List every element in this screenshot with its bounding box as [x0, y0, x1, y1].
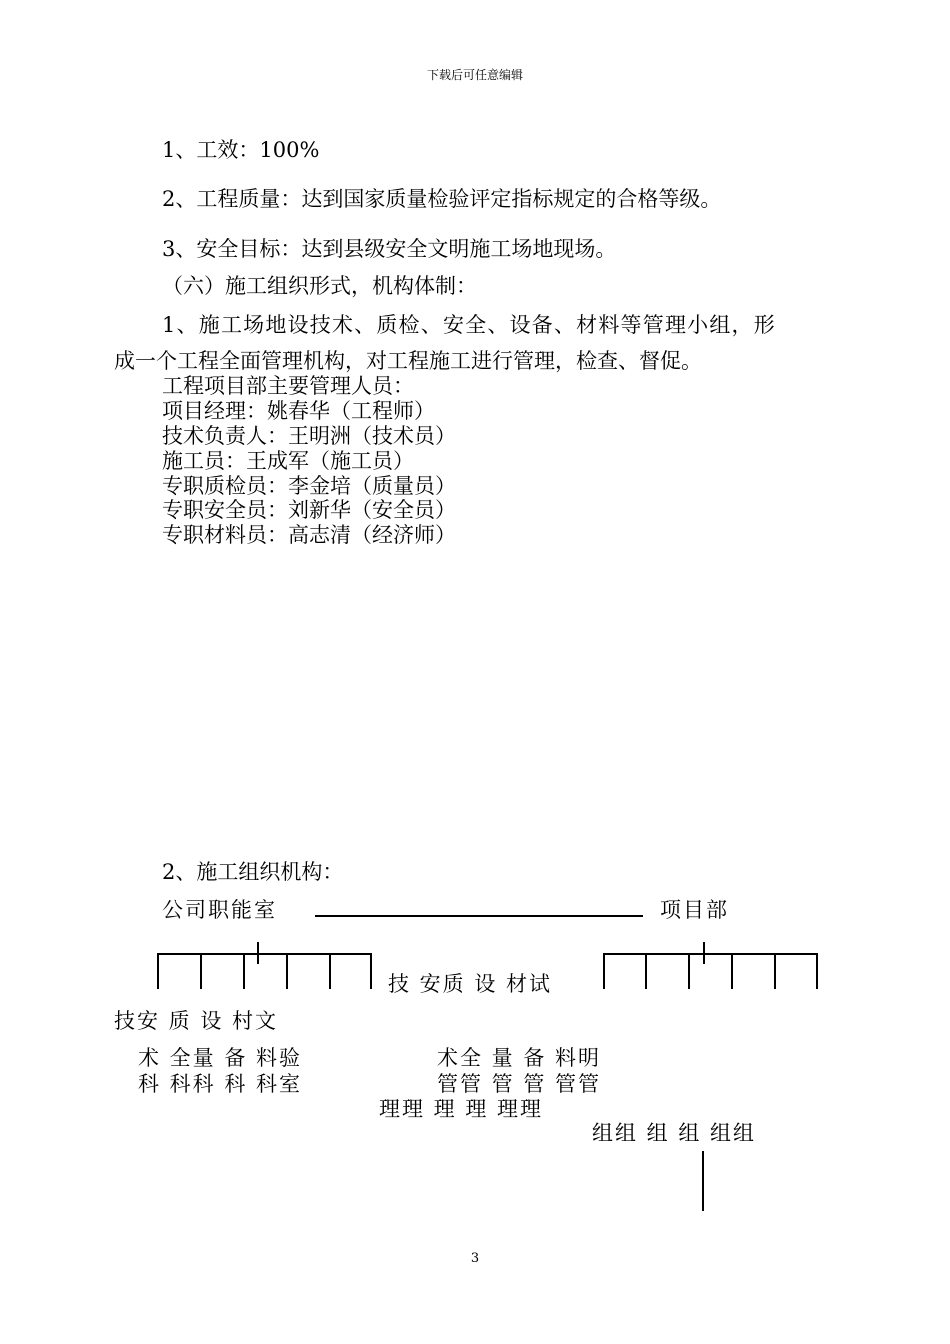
- org-chart-title: 2、施工组织机构：: [162, 860, 344, 884]
- staff-item: 专职质检员：李金培（质量员）: [162, 474, 456, 498]
- company-office-label: 公司职能室: [162, 898, 277, 922]
- staff-item: 专职安全员：刘新华（安全员）: [162, 498, 456, 522]
- section-six-paragraph-line2: 成一个工程全面管理机构，对工程施工进行管理，检查、督促。: [114, 349, 702, 373]
- left-row-1: 技安 质 设 村文: [114, 1009, 279, 1033]
- left-bracket-tick: [200, 953, 202, 989]
- staff-item: 专职材料员：高志清（经济师）: [162, 523, 456, 547]
- section-six-paragraph-line1: 1、施工场地设技术、质检、安全、设备、材料等管理小组，形: [162, 313, 776, 337]
- left-bracket-tick: [243, 953, 245, 989]
- right-bracket-tick: [603, 953, 605, 989]
- staff-item: 项目经理：姚春华（工程师）: [162, 399, 435, 423]
- left-bracket-tick: [370, 953, 372, 989]
- left-bracket-tick: [286, 953, 288, 989]
- goal-safety: 3、安全目标：达到县级安全文明施工场地现场。: [162, 237, 617, 261]
- right-bracket-tick: [774, 953, 776, 989]
- goal-quality: 2、工程质量：达到国家质量检验评定指标规定的合格等级。: [162, 187, 722, 211]
- left-row-2: 术 全量 备 料验: [138, 1046, 303, 1070]
- left-bracket-tick: [157, 953, 159, 989]
- page-number: 3: [470, 1251, 480, 1266]
- mid-row-3: 管管 管 管 管管: [437, 1072, 602, 1096]
- right-row: 组组 组 组 组组: [592, 1121, 757, 1145]
- staff-heading: 工程项目部主要管理人员：: [162, 374, 414, 398]
- left-bracket-bar: [157, 953, 371, 955]
- staff-item: 技术负责人：王明洲（技术员）: [162, 424, 456, 448]
- right-bracket-tick: [688, 953, 690, 989]
- right-bracket-stem: [703, 942, 705, 964]
- page-header-note: 下载后可任意编辑: [426, 68, 523, 82]
- right-bracket-tick: [645, 953, 647, 989]
- connector-line: [315, 915, 643, 917]
- left-bracket-tick: [329, 953, 331, 989]
- section-six-title: （六）施工组织形式，机构体制：: [162, 274, 477, 298]
- right-bracket-tick: [731, 953, 733, 989]
- left-row-3: 科 科科 科 科室: [138, 1072, 303, 1096]
- goal-efficiency: 1、工效：100%: [162, 138, 320, 162]
- staff-item: 施工员：王成军（施工员）: [162, 449, 414, 473]
- project-dept-label: 项目部: [660, 898, 729, 922]
- mid-row-1: 技 安质 设 材试: [388, 972, 553, 996]
- bottom-connector-line: [702, 1151, 704, 1211]
- mid-row-2: 术全 量 备 料明: [437, 1046, 602, 1070]
- mid-row-4: 理理 理 理 理理: [379, 1097, 544, 1121]
- left-bracket-stem: [257, 942, 259, 964]
- right-bracket-bar: [603, 953, 817, 955]
- right-bracket-tick: [816, 953, 818, 989]
